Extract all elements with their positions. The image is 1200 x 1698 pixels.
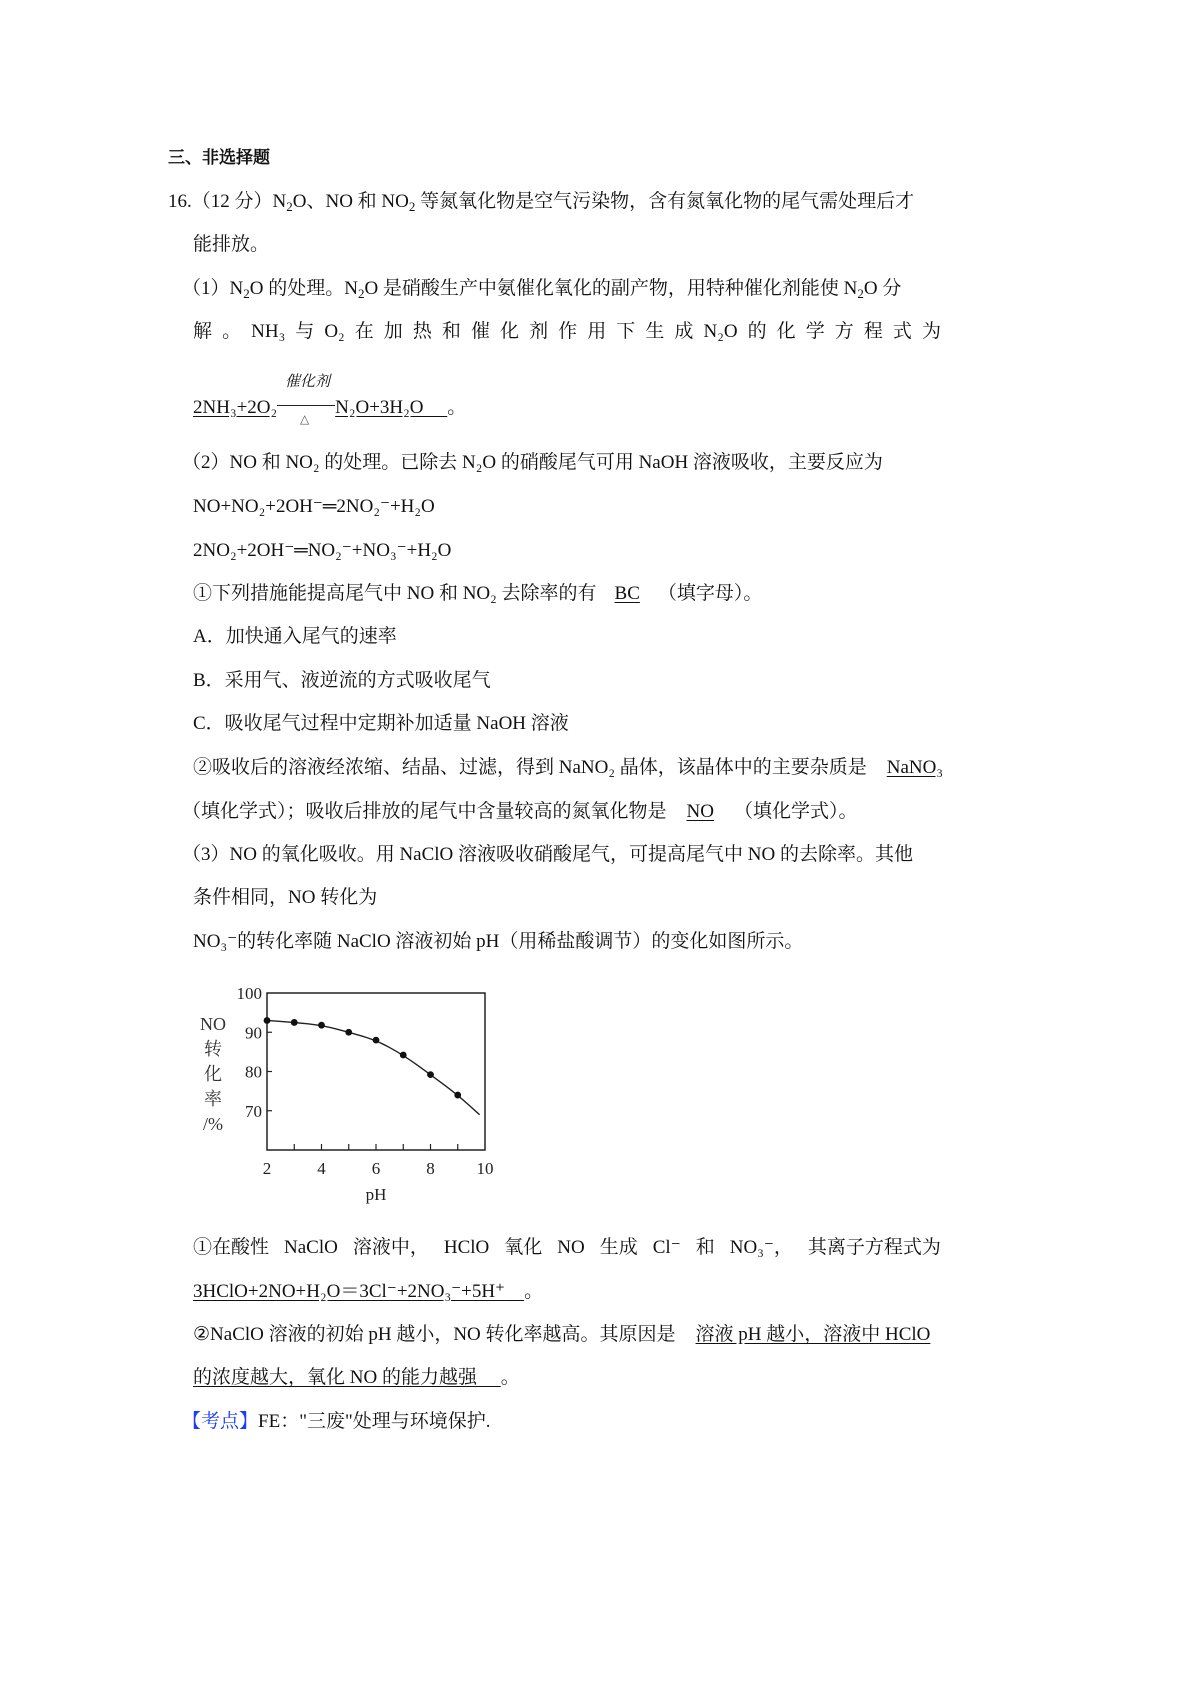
token: 。 xyxy=(222,321,242,342)
token: 生成 xyxy=(599,1237,638,1258)
data-point xyxy=(318,1022,325,1029)
token: 催 xyxy=(470,321,490,342)
token: 的 xyxy=(747,321,767,342)
part1-line1: $(1)N_2O$ 的处理。$N_2O$ 是硝酸生产中氨催化氧化的副产物，用特种催化剂能使 $N_2O$ 分 xyxy=(182,278,902,301)
part1-line2 xyxy=(193,320,941,344)
data-point xyxy=(373,1037,380,1044)
token: 程 xyxy=(863,321,883,342)
data-point xyxy=(454,1092,461,1099)
no-conversion-chart xyxy=(185,975,545,1215)
answer-no: NO xyxy=(686,801,714,822)
token: O₂ xyxy=(324,321,345,342)
kaodian xyxy=(182,1410,490,1434)
token: 与 xyxy=(295,321,315,342)
series-line xyxy=(267,1020,480,1114)
token: 学 xyxy=(805,321,825,342)
x-tick-label: 10 xyxy=(476,1159,494,1178)
x-tick-label: 4 xyxy=(317,1159,326,1178)
part3-sub2: ②NaClO 溶液的初始 pH 越小，NO 转化率越高。其原因是 溶液 pH 越小，溶液中 HClO xyxy=(193,1324,931,1345)
answer-equation-1: 2NH₃+2O₂ N₂O+3H₂O 。 xyxy=(193,397,467,418)
x-tick-label: 8 xyxy=(426,1159,435,1178)
token: NO xyxy=(557,1237,585,1258)
token: NH₃ xyxy=(251,321,286,342)
y-axis-label: /% xyxy=(203,1114,223,1134)
answer-1-right: N₂O+3H₂O xyxy=(335,397,424,418)
y-axis-label: 化 xyxy=(204,1064,222,1084)
answer-1-left: 2NH₃+2O₂ xyxy=(193,397,278,418)
token: 加 xyxy=(383,321,403,342)
y-axis-label: 率 xyxy=(204,1089,222,1109)
token: 和 xyxy=(695,1237,715,1258)
question-points: （12 分） xyxy=(191,191,273,212)
part2-sub2: ②吸收后的溶液经浓缩、结晶、过滤，得到 NaNO₂ 晶体，该晶体中的主要杂质是 NaNO₃ xyxy=(193,757,943,778)
token: ①在酸性 xyxy=(193,1237,270,1258)
data-point xyxy=(400,1052,407,1059)
equation-2: 2NO₂+2OH⁻═NO₂⁻+NO₃⁻+H₂O xyxy=(193,540,452,561)
part2-sub1: ①下列措施能提高尾气中 NO 和 NO₂ 去除率的有 BC （填字母）。 xyxy=(193,583,763,604)
token: 成 xyxy=(674,321,694,342)
x-tick-label: 2 xyxy=(262,1159,272,1178)
token: N₂O xyxy=(703,321,738,342)
data-point xyxy=(264,1017,271,1024)
data-point xyxy=(427,1071,434,1078)
question-16-intro-cont: 能排放。 xyxy=(193,234,270,255)
option-b: B．采用气、液逆流的方式吸收尾气 xyxy=(193,670,491,691)
data-point xyxy=(345,1029,352,1036)
token: 作 xyxy=(558,321,578,342)
token: 化 xyxy=(776,321,796,342)
reaction-arrow xyxy=(277,405,335,406)
y-axis-label: NO xyxy=(200,1014,226,1034)
token: HClO xyxy=(443,1237,490,1258)
token: 剂 xyxy=(529,321,549,342)
x-tick-label: 6 xyxy=(371,1159,381,1178)
part2-line1: （2）NO 和 NO₂ 的处理。已除去 N₂O 的硝酸尾气可用 NaOH 溶液吸收，主要反应为 xyxy=(182,452,883,473)
part3-sub2-cont: 的浓度越大，氧化 NO 的能力越强 。 xyxy=(193,1367,520,1388)
y-tick-label: 70 xyxy=(245,1101,262,1121)
token: 式 xyxy=(892,321,912,342)
plot-frame xyxy=(267,993,485,1150)
option-a: A．加快通入尾气的速率 xyxy=(193,626,397,647)
token: NaClO xyxy=(284,1237,338,1258)
token: 化 xyxy=(500,321,520,342)
token: 下 xyxy=(616,321,636,342)
question-16-intro: 16.（12 分）$N_2O$、NO 和 $NO_2$ 等氮氧化物是空气污染物，含有氮氧化物的尾气需处理后才 xyxy=(168,191,915,214)
token: NO₃⁻， xyxy=(729,1237,793,1258)
token: 方 xyxy=(834,321,854,342)
y-tick-label: 80 xyxy=(245,1062,262,1082)
y-axis-label: 转 xyxy=(204,1039,222,1059)
part3-sub1 xyxy=(193,1236,941,1260)
part2-sub2-cont: （填化学式）；吸收后排放的尾气中含量较高的氮氧化物是 NO （填化学式）。 xyxy=(182,801,858,822)
part3-line3: NO₃⁻的转化率随 NaClO 溶液初始 pH（用稀盐酸调节）的变化如图所示。 xyxy=(193,931,804,952)
answer-reason-2: 的浓度越大，氧化 NO 的能力越强 xyxy=(193,1367,477,1388)
answer-nano3: NaNO₃ xyxy=(886,757,943,778)
part3-line1: （3）NO 的氧化吸收。用 NaClO 溶液吸收硝酸尾气，可提高尾气中 NO 的去除率。其他 xyxy=(182,844,913,865)
token: 用 xyxy=(587,321,607,342)
token: 在 xyxy=(354,321,374,342)
token: 热 xyxy=(412,321,432,342)
x-axis-label: pH xyxy=(365,1185,387,1204)
question-number: 16. xyxy=(168,191,192,212)
catalyst-label: 催化剂 xyxy=(285,374,331,390)
token: 氧化 xyxy=(504,1237,543,1258)
token: 解 xyxy=(193,321,213,342)
token: 生 xyxy=(645,321,665,342)
kaodian-label: 【考点】 xyxy=(182,1411,259,1432)
heat-symbol: △ xyxy=(300,412,310,426)
y-tick-label: 90 xyxy=(245,1023,262,1043)
kaodian-text: FE："三废"处理与环境保护. xyxy=(258,1411,491,1432)
data-point xyxy=(291,1019,298,1026)
option-c: C．吸收尾气过程中定期补加适量 NaOH 溶液 xyxy=(193,713,569,734)
token: 其离子方程式为 xyxy=(807,1237,941,1258)
section-title: 三、非选择题 xyxy=(168,148,270,168)
equation-1: NO+NO₂+2OH⁻═2NO₂⁻+H₂O xyxy=(193,496,435,517)
token: Cl⁻ xyxy=(652,1237,681,1258)
answer-reason-1: 溶液 pH 越小，溶液中 HClO xyxy=(695,1324,931,1345)
token: 和 xyxy=(441,321,461,342)
token: 为 xyxy=(921,321,941,342)
part3-line2: 条件相同，NO 转化为 xyxy=(193,887,378,908)
token: 溶液中， xyxy=(352,1237,429,1258)
answer-ionic-equation: 3HClO+2NO+H₂O＝3Cl⁻+2NO₃⁻+5H⁺ 。 xyxy=(193,1281,544,1302)
y-tick-label: 100 xyxy=(236,984,262,1003)
answer-bc: BC xyxy=(614,583,640,604)
